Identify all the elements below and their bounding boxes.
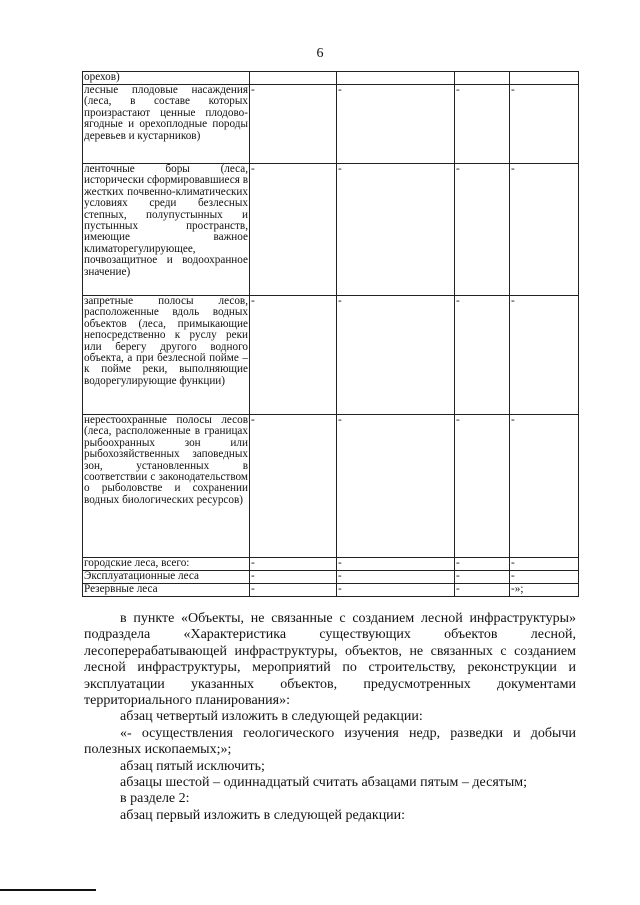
forest-category-cell: ленточные боры (леса, исторически сформировавшиеся в жестких почвенно-климатических условиях среди безлесных степных, полупустынных и пустынных пространств, имеющие важное климаторегулирующее, почвозащитное и водоохранное значение) — [83, 164, 250, 296]
forest-table — [82, 71, 579, 597]
table-row — [83, 164, 579, 296]
paragraph: абзац пятый исключить; — [120, 758, 265, 774]
paragraph: «- осуществления геологического изучения недр, разведки и добычи полезных ископаемых;»; — [84, 725, 576, 758]
forest-category-cell: Эксплуатационные леса — [83, 571, 250, 584]
paragraph: абзац четвертый изложить в следующей редакции: — [120, 709, 423, 725]
value-cell: - — [455, 164, 510, 296]
amendment-text — [84, 611, 576, 824]
value-cell: - — [250, 584, 337, 597]
value-cell: - — [510, 571, 579, 584]
forest-category-cell: орехов) — [83, 72, 250, 85]
value-cell: - — [510, 558, 579, 571]
value-cell: - — [455, 584, 510, 597]
footer-rule — [0, 889, 96, 891]
table-row — [83, 571, 579, 584]
forest-category-cell: лесные плодовые насаждения (леса, в составе которых произрастают ценные плодово-ягодные и орехоплодные породы деревьев и кустарников) — [83, 85, 250, 164]
value-cell: - — [337, 415, 455, 558]
value-cell: - — [455, 415, 510, 558]
forest-category-cell: Резервные леса — [83, 584, 250, 597]
value-cell — [510, 72, 579, 85]
value-cell: - — [510, 85, 579, 164]
value-cell — [250, 72, 337, 85]
paragraph: в разделе 2: — [120, 791, 190, 807]
value-cell: - — [337, 164, 455, 296]
value-cell: - — [250, 571, 337, 584]
value-cell: - — [250, 558, 337, 571]
value-cell: -»; — [510, 584, 579, 597]
value-cell: - — [455, 558, 510, 571]
paragraph: абзацы шестой – одиннадцатый считать абзацами пятым – десятым; — [120, 775, 528, 791]
forest-category-cell: нерестоохранные полосы лесов (леса, расположенные в границах рыбоохранных зон или рыбохозяйственных заповедных зон, установленных в соответствии с законодательством о рыболовстве и сохранении водных биологических ресурсов) — [83, 415, 250, 558]
value-cell: - — [455, 296, 510, 415]
value-cell: - — [455, 85, 510, 164]
forest-category-cell: городские леса, всего: — [83, 558, 250, 571]
value-cell — [455, 72, 510, 85]
value-cell: - — [250, 415, 337, 558]
table-row — [83, 72, 579, 85]
forest-category-cell: запретные полосы лесов, расположенные вдоль водных объектов (леса, примыкающие непосредственно к руслу реки или берегу другого водного объекта, а при безлесной пойме – к пойме реки, выполняющие водорегулирующие функции) — [83, 296, 250, 415]
value-cell: - — [337, 85, 455, 164]
page-number: 6 — [316, 46, 324, 61]
value-cell: - — [510, 415, 579, 558]
paragraph: в пункте «Объекты, не связанные с созданием лесной инфраструктуры» подраздела «Характеристика существующих объектов лесной, лесоперерабатывающей инфраструктуры, объектов, не связанных с созданием лесной инфраструктуры, мероприятий по строительству, реконструкции и эксплуатации указанных объектов, предусмотренных документами территориального планирования»: — [84, 611, 576, 709]
value-cell — [337, 72, 455, 85]
value-cell: - — [510, 164, 579, 296]
table-row — [83, 85, 579, 164]
value-cell: - — [337, 296, 455, 415]
paragraph: абзац первый изложить в следующей редакции: — [120, 807, 406, 823]
value-cell: - — [250, 85, 337, 164]
table-row — [83, 584, 579, 597]
value-cell: - — [455, 571, 510, 584]
value-cell: - — [250, 164, 337, 296]
value-cell: - — [337, 558, 455, 571]
value-cell: - — [337, 584, 455, 597]
table-row — [83, 296, 579, 415]
value-cell: - — [337, 571, 455, 584]
table-row — [83, 558, 579, 571]
table-row — [83, 415, 579, 558]
value-cell: - — [250, 296, 337, 415]
value-cell: - — [510, 296, 579, 415]
